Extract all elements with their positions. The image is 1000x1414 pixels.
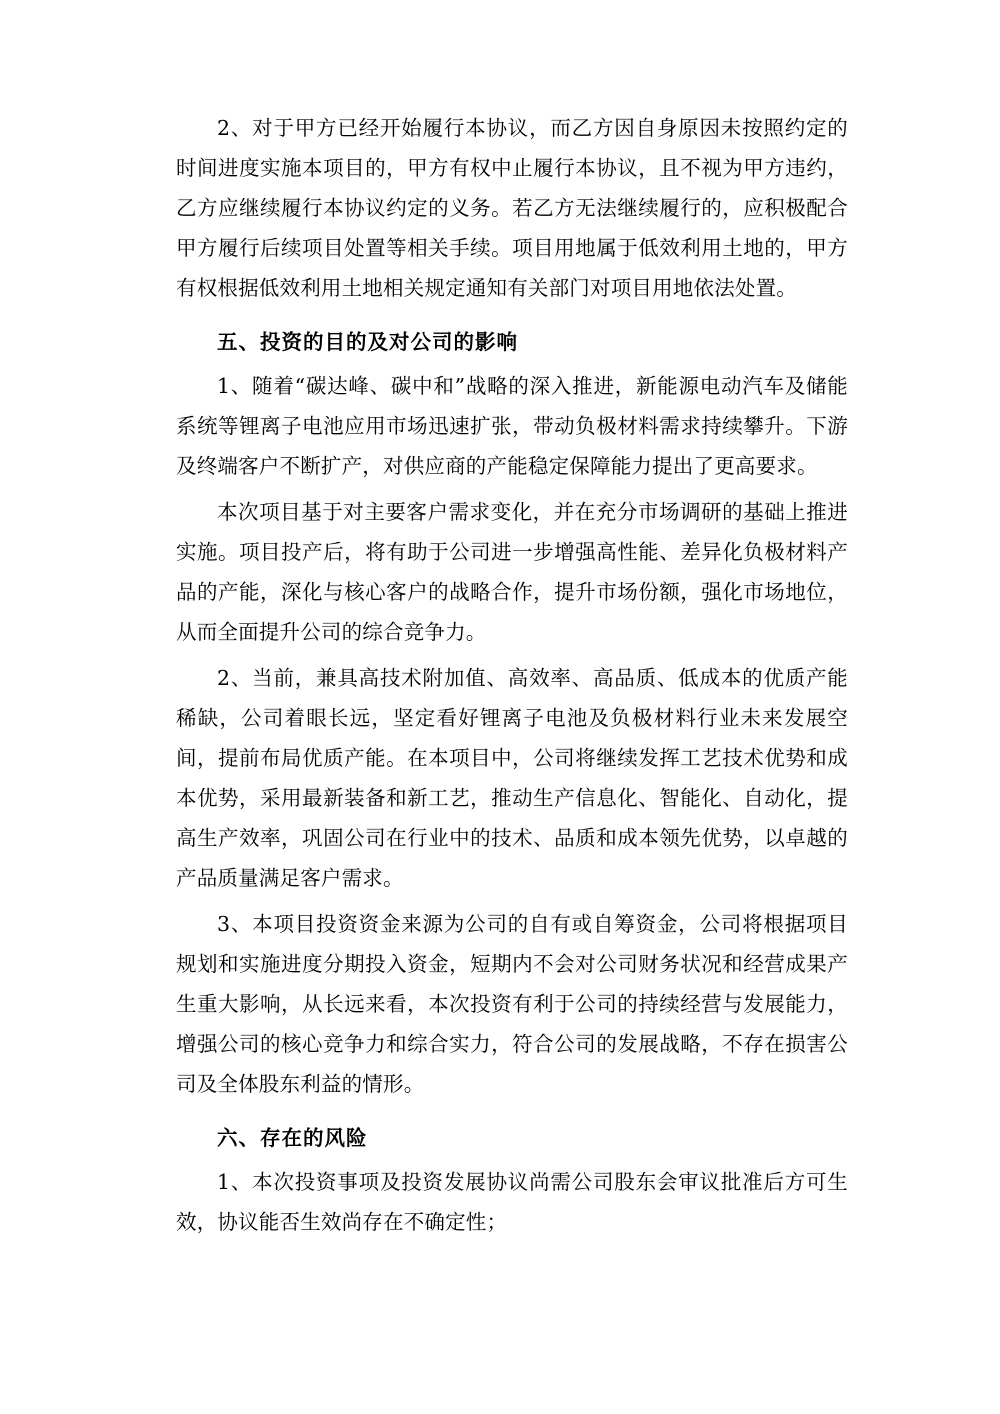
paragraph-five-2: 2、当前，兼具高技术附加值、高效率、高品质、低成本的优质产能稀缺，公司着眼长远，坚定看好锂离子电池及负极材料行业未来发展空间，提前布局优质产能。在本项目中，公司将继续发挥工艺技术优势和成本优势，采用最新装备和新工艺，推动生产信息化、智能化、自动化，提高生产效率，巩固公司在行业中的技术、品质和成本领先优势，以卓越的产品质量满足客户需求。 xyxy=(176,666,848,890)
document-body xyxy=(176,108,848,1242)
paragraph-five-1b: 本次项目基于对主要客户需求变化，并在充分市场调研的基础上推进实施。项目投产后，将有助于公司进一步增强高性能、差异化负极材料产品的产能，深化与核心客户的战略合作，提升市场份额，强化市场地位，从而全面提升公司的综合竞争力。 xyxy=(176,500,848,644)
section-heading-five: 五、投资的目的及对公司的影响 xyxy=(217,330,518,354)
paragraph-five-3: 3、本项目投资资金来源为公司的自有或自筹资金，公司将根据项目规划和实施进度分期投入资金，短期内不会对公司财务状况和经营成果产生重大影响，从长远来看，本次投资有利于公司的持续经营与发展能力，增强公司的核心竞争力和综合实力，符合公司的发展战略，不存在损害公司及全体股东利益的情形。 xyxy=(176,912,848,1096)
paragraph-six-1: 1、本次投资事项及投资发展协议尚需公司股东会审议批准后方可生效，协议能否生效尚存在不确定性； xyxy=(176,1170,848,1234)
section-heading-six: 六、存在的风险 xyxy=(217,1126,368,1150)
paragraph-clause-2: 2、对于甲方已经开始履行本协议，而乙方因自身原因未按照约定的时间进度实施本项目的，甲方有权中止履行本协议，且不视为甲方违约，乙方应继续履行本协议约定的义务。若乙方无法继续履行的，应积极配合甲方履行后续项目处置等相关手续。项目用地属于低效利用土地的，甲方有权根据低效利用土地相关规定通知有关部门对项目用地依法处置。 xyxy=(176,116,848,300)
paragraph-five-1: 1、随着“碳达峰、碳中和”战略的深入推进，新能源电动汽车及储能系统等锂离子电池应用市场迅速扩张，带动负极材料需求持续攀升。下游及终端客户不断扩产，对供应商的产能稳定保障能力提出了更高要求。 xyxy=(176,374,848,478)
